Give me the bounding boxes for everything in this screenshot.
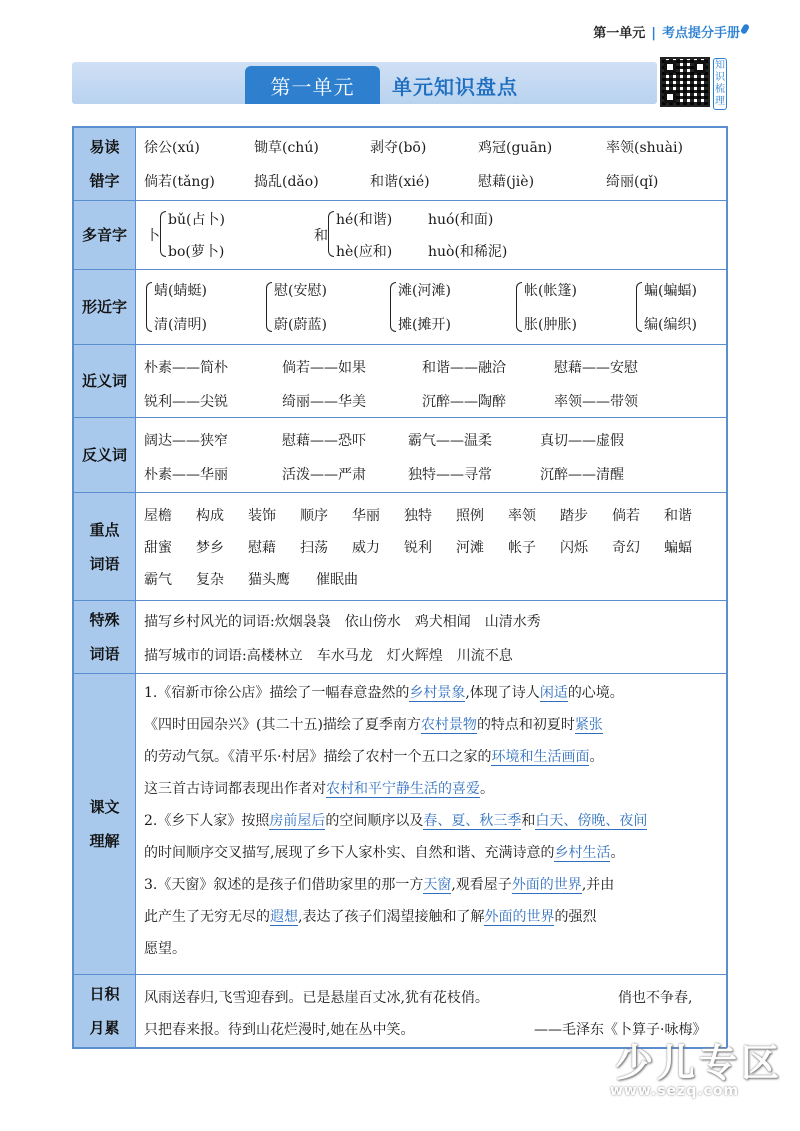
shape-item: 摊(摊开)	[398, 317, 451, 333]
brace-icon	[266, 282, 272, 332]
key-word: 屋檐	[144, 508, 172, 524]
word-item: 剥夺(bō)	[370, 140, 427, 156]
word-pair: 活泼——严肃	[282, 467, 366, 483]
key-word: 踏步	[560, 508, 588, 524]
paragraph-line: 的时间顺序交叉描写,展现了乡下人家朴实、自然和谐、充满诗意的乡村生活。	[144, 845, 625, 861]
word-pair: 独特——寻常	[408, 467, 492, 483]
poem-line: 只把春来报。待到山花烂漫时,她在丛中笑。	[144, 1022, 415, 1038]
key-word: 猫头鹰	[248, 572, 290, 588]
word-item: 慰藉(jiè)	[478, 174, 535, 190]
row-special-words	[74, 601, 726, 674]
row-content	[136, 493, 726, 600]
row-easy-misread	[74, 128, 726, 201]
paragraph-line: 的劳动气氛。《清平乐·村居》描绘了农村一个五口之家的环境和生活画面。	[144, 749, 604, 765]
row-label: 特殊 词语	[74, 601, 136, 673]
key-word: 蝙蝠	[664, 540, 692, 556]
row-content	[136, 201, 726, 269]
brace-icon	[160, 211, 166, 257]
row-text-understanding	[74, 674, 726, 975]
running-header	[593, 22, 740, 41]
banner-title: 单元知识盘点	[392, 74, 518, 99]
key-word: 梦乡	[196, 540, 224, 556]
row-content	[136, 270, 726, 344]
key-word: 装饰	[248, 508, 276, 524]
brace-icon	[328, 211, 334, 257]
key-word: 和谐	[664, 508, 692, 524]
paragraph-line: 《四时田园杂兴》(其二十五)描绘了夏季南方农村景物的特点和初夏时紧张	[144, 717, 603, 733]
paragraph-line: 3.《天窗》叙述的是孩子们借助家里的那一方天窗,观看屋子外面的世界,并由	[144, 877, 615, 893]
paragraph-line: 这三首古诗词都表现出作者对农村和平宁静生活的喜爱。	[144, 781, 494, 797]
brace-icon	[390, 282, 396, 332]
shape-item: 滩(河滩)	[398, 283, 451, 299]
word-item: 倘若(tǎng)	[144, 174, 215, 190]
shape-item: 蜻(蜻蜓)	[154, 283, 207, 299]
brace-icon	[636, 282, 642, 332]
key-word: 甜蜜	[144, 540, 172, 556]
row-label: 反义词	[74, 418, 136, 492]
shape-item: 清(清明)	[154, 317, 207, 333]
row-content	[136, 601, 726, 673]
key-word: 霸气	[144, 572, 172, 588]
word-pair: 率领——带领	[554, 394, 638, 410]
word-pair: 阔达——狭窄	[144, 433, 228, 449]
key-word: 河滩	[456, 540, 484, 556]
word-pair: 沉醉——清醒	[540, 467, 624, 483]
row-label: 日积 月累	[74, 975, 136, 1047]
poly-char: 和	[314, 228, 328, 244]
poly-reading: bo(萝卜)	[168, 244, 225, 260]
shape-item: 慰(安慰)	[274, 283, 327, 299]
poly-char: 卜	[146, 228, 160, 244]
word-item: 鸡冠(guān)	[478, 140, 553, 156]
word-pair: 倘若——如果	[282, 360, 366, 376]
row-content	[136, 128, 726, 200]
row-label: 形近字	[74, 270, 136, 344]
paragraph-line: 2.《乡下人家》按照房前屋后的空间顺序以及春、夏、秋三季和白天、傍晚、夜间	[144, 813, 648, 829]
qr-label: 知识梳理	[713, 58, 727, 110]
key-word: 照例	[456, 508, 484, 524]
key-word: 锐利	[404, 540, 432, 556]
row-similar-shape	[74, 270, 726, 345]
word-pair: 朴素——简朴	[144, 360, 228, 376]
special-line: 描写乡村风光的词语:炊烟袅袅 依山傍水 鸡犬相闻 山清水秀	[144, 614, 541, 630]
key-word: 扫荡	[300, 540, 328, 556]
word-item: 锄草(chú)	[254, 140, 319, 156]
word-pair: 慰藉——安慰	[554, 360, 638, 376]
row-label: 近义词	[74, 345, 136, 417]
watermark-url: www.sezq.com	[610, 1083, 740, 1099]
row-key-words	[74, 493, 726, 601]
word-pair: 和谐——融洽	[422, 360, 506, 376]
poly-reading: bǔ(占卜)	[168, 212, 225, 228]
key-word: 威力	[352, 540, 380, 556]
shape-item: 蝙(蝙蝠)	[644, 283, 697, 299]
key-word: 率领	[508, 508, 536, 524]
qr-code-icon[interactable]	[660, 57, 710, 107]
row-polyphonic	[74, 201, 726, 270]
brace-icon	[516, 282, 522, 332]
word-pair: 绮丽——华美	[282, 394, 366, 410]
poly-reading: hè(应和)	[336, 244, 393, 260]
special-line: 描写城市的词语:高楼林立 车水马龙 灯火辉煌 川流不息	[144, 648, 513, 664]
shape-item: 蔚(蔚蓝)	[274, 317, 327, 333]
word-item: 绮丽(qǐ)	[606, 174, 659, 190]
key-word: 慰藉	[248, 540, 276, 556]
key-word: 催眠曲	[316, 572, 358, 588]
header-subtitle: 考点提分手册	[661, 26, 740, 41]
word-pair: 真切——虚假	[540, 433, 624, 449]
shape-item: 帐(帐篷)	[524, 283, 577, 299]
banner-unit: 第一单元	[245, 66, 380, 104]
key-word: 帐子	[508, 540, 536, 556]
key-word: 华丽	[352, 508, 380, 524]
paragraph-line: 愿望。	[144, 941, 186, 957]
key-word: 倘若	[612, 508, 640, 524]
shape-item: 编(编织)	[644, 317, 697, 333]
paragraph-line: 此产生了无穷无尽的遐想,表达了孩子们渴望接触和了解外面的世界的强烈	[144, 909, 597, 925]
knowledge-table	[72, 126, 728, 1049]
header-unit: 第一单元	[593, 26, 646, 41]
word-pair: 慰藉——恐吓	[282, 433, 366, 449]
row-label: 多音字	[74, 201, 136, 269]
row-synonyms	[74, 345, 726, 418]
watermark-logo: 少儿专区	[615, 1041, 784, 1085]
word-pair: 锐利——尖锐	[144, 394, 228, 410]
poem-attribution: ——毛泽东《卜算子·咏梅》	[534, 1022, 707, 1038]
brace-icon	[146, 282, 152, 332]
header-accent-icon	[740, 23, 750, 35]
word-item: 和谐(xié)	[370, 174, 430, 190]
word-item: 率领(shuài)	[606, 140, 683, 156]
poly-reading: huó(和面)	[428, 212, 494, 228]
key-word: 独特	[404, 508, 432, 524]
key-word: 顺序	[300, 508, 328, 524]
word-pair: 霸气——温柔	[408, 433, 492, 449]
key-word: 复杂	[196, 572, 224, 588]
header-separator: |	[651, 26, 656, 41]
poem-line: 风雨送春归,飞雪迎春到。已是悬崖百丈冰,犹有花枝俏。	[144, 990, 489, 1006]
row-label: 易读 错字	[74, 128, 136, 200]
row-label: 课文 理解	[74, 674, 136, 974]
row-content	[136, 418, 726, 492]
word-item: 徐公(xú)	[144, 140, 200, 156]
word-pair: 朴素——华丽	[144, 467, 228, 483]
shape-item: 胀(肿胀)	[524, 317, 577, 333]
paragraph-line: 1.《宿新市徐公店》描绘了一幅春意盎然的乡村景象,体现了诗人闲适的心境。	[144, 685, 624, 701]
poly-reading: hé(和谐)	[336, 212, 393, 228]
key-word: 奇幻	[612, 540, 640, 556]
poem-line: 俏也不争春,	[618, 990, 693, 1006]
row-antonyms	[74, 418, 726, 493]
row-label: 重点 词语	[74, 493, 136, 600]
row-content	[136, 674, 726, 974]
word-item: 捣乱(dǎo)	[254, 174, 319, 190]
key-word: 构成	[196, 508, 224, 524]
row-content	[136, 345, 726, 417]
word-pair: 沉醉——陶醉	[422, 394, 506, 410]
key-word: 闪烁	[560, 540, 588, 556]
poly-reading: huò(和稀泥)	[428, 244, 508, 260]
